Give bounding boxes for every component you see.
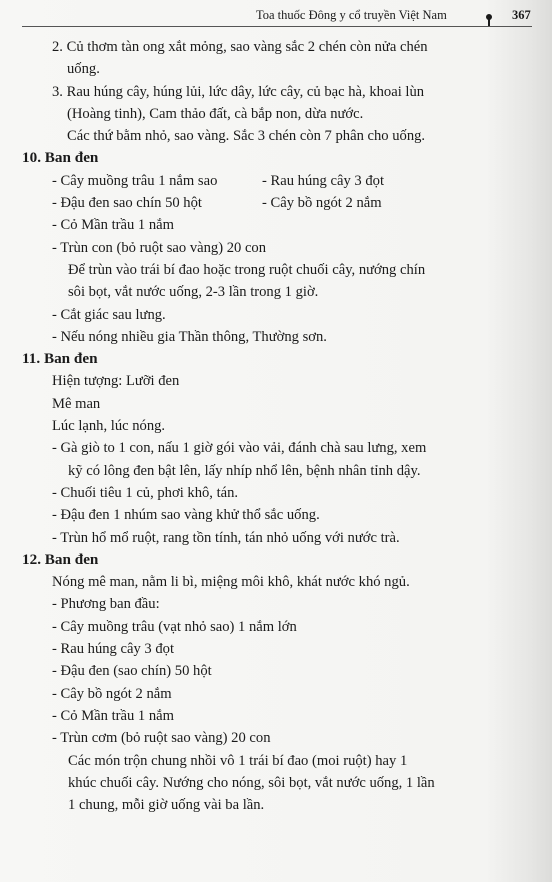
list-item: - Gà giò to 1 con, nấu 1 giờ gói vào vải, đánh chà sau lưng, xem [52, 440, 427, 457]
list-item: - Cây bồ ngót 2 nắm [262, 195, 382, 212]
text-line: Để trùn vào trái bí đao hoặc trong ruột chuối cây, nướng chín [68, 261, 426, 278]
text-line: uống. [67, 61, 100, 78]
section-heading: 12. Ban đen [22, 550, 99, 568]
text-line: Các món trộn chung nhồi vô 1 trái bí đao (moi ruột) hay 1 [68, 752, 408, 769]
list-item: - Rau húng cây 3 đọt [52, 641, 174, 658]
list-item: - Rau húng cây 3 đọt [262, 172, 384, 189]
header-rule [22, 26, 532, 27]
text-line: Lúc lạnh, lúc nóng. [52, 418, 166, 435]
text-line: Nóng mê man, nằm li bì, miệng môi khô, khát nước khó ngủ. [52, 574, 410, 591]
text-line: (Hoàng tinh), Cam thảo đất, cà bắp non, dừa nước. [67, 105, 364, 122]
text-line: 1 chung, mỗi giờ uống vài ba lần. [68, 797, 265, 814]
text-line: kỹ có lông đen bật lên, lấy nhíp nhổ lên, bệnh nhân tỉnh dậy. [68, 462, 421, 479]
page-body [0, 36, 552, 816]
text-line: 2. Củ thơm tàn ong xắt mỏng, sao vàng sắc 2 chén còn nửa chén [52, 39, 428, 55]
list-item: - Trùn cơm (bỏ ruột sao vàng) 20 con [52, 730, 271, 747]
text-line: Hiện tượng: Lưỡi đen [52, 373, 180, 390]
two-column-line [0, 192, 552, 214]
list-item: - Nếu nóng nhiều gia Thần thông, Thường sơn. [52, 328, 327, 345]
section-heading: 10. Ban đen [22, 149, 99, 167]
list-item: - Đậu đen sao chín 50 hột [52, 195, 202, 212]
running-header [0, 8, 552, 28]
text-line: khúc chuối cây. Nướng cho nóng, sôi bọt, vắt nước uống, 1 lần [68, 774, 435, 791]
list-item: - Trùn con (bỏ ruột sao vàng) 20 con [52, 239, 267, 256]
text-line: sôi bọt, vắt nước uống, 2-3 lần trong 1 giờ. [68, 284, 319, 301]
text-line: 3. Rau húng cây, húng lủi, lức dây, lức cây, củ bạc hà, khoai lùn [52, 83, 425, 100]
list-item: - Cây bồ ngót 2 nắm [52, 685, 172, 702]
list-item: - Cây muồng trâu (vạt nhỏ sao) 1 nắm lớn [52, 618, 297, 635]
text-line: Các thứ bằm nhỏ, sao vàng. Sắc 3 chén còn 7 phân cho uống. [67, 128, 426, 145]
list-item: - Trùn hổ mổ ruột, rang tồn tính, tán nhỏ uống với nước trà. [52, 529, 400, 546]
running-title: Toa thuốc Đông y cổ truyền Việt Nam [256, 8, 447, 22]
list-item: - Cỏ Mần trầu 1 nắm [52, 707, 174, 724]
list-item: - Đậu đen (sao chín) 50 hột [52, 663, 212, 680]
list-item: - Phương ban đầu: [52, 596, 160, 613]
text-line: Mê man [52, 395, 101, 412]
list-item: - Đậu đen 1 nhúm sao vàng khử thổ sắc uống. [52, 507, 320, 524]
list-item: - Chuối tiêu 1 củ, phơi khô, tán. [52, 484, 239, 501]
list-item: - Cắt giác sau lưng. [52, 306, 166, 323]
list-item: - Cỏ Mần trầu 1 nắm [52, 217, 174, 234]
two-column-line [0, 170, 552, 192]
section-heading: 11. Ban đen [22, 350, 98, 368]
list-item: - Cây muồng trâu 1 nắm sao [52, 172, 218, 189]
page-number: 367 [512, 8, 531, 22]
